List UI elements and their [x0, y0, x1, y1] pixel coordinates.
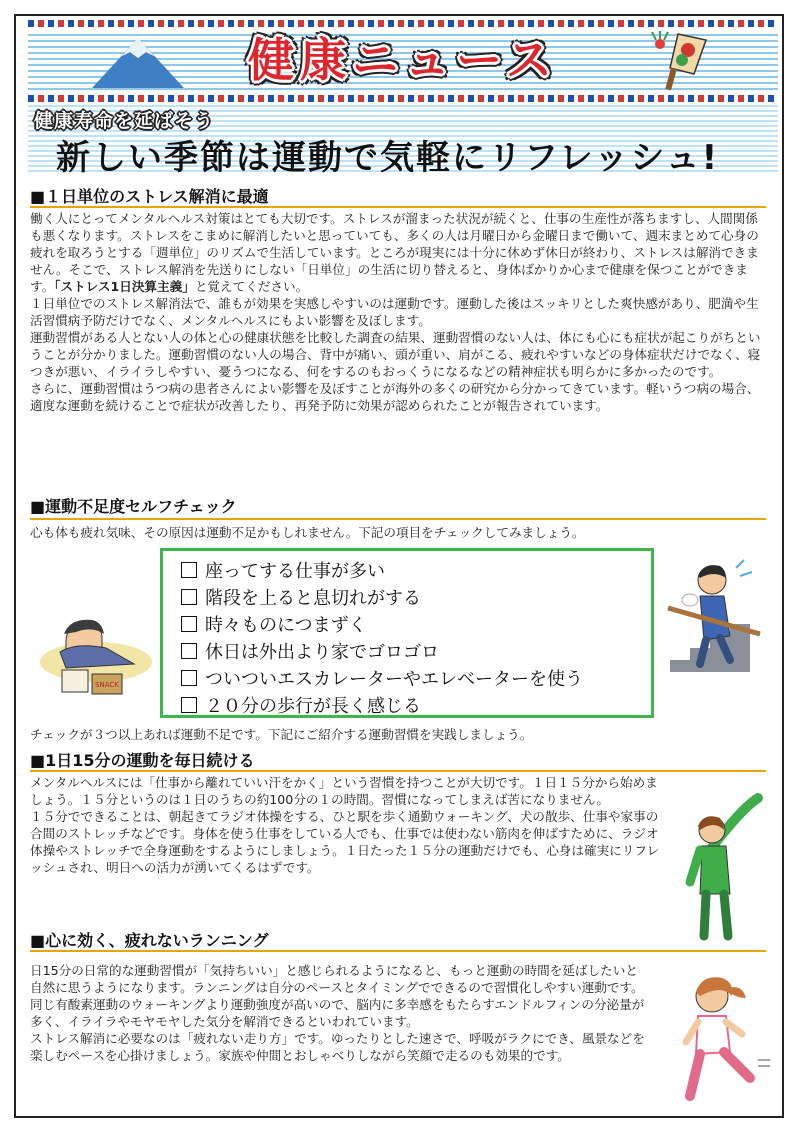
check-item[interactable]: [181, 557, 385, 583]
section-divider: [30, 518, 766, 520]
snack-label: SNACK: [95, 681, 119, 689]
subtitle: 健康寿命を延ばそう: [34, 110, 215, 132]
section-body-running: [30, 962, 650, 1064]
header-banner: [28, 20, 778, 102]
stairs-person-illustration: [660, 556, 770, 676]
checkbox-icon[interactable]: [181, 589, 197, 605]
section-divider: [30, 206, 766, 208]
check-label: 座ってする仕事が多い: [205, 561, 385, 582]
paragraph: １５分でできることは、朝起きてラジオ体操をする、ひと駅を歩く通勤ウォーキング、犬の散歩、仕事や家事の合間のストレッチなどです。身体を使う仕事をしている人でも、仕事では使わない筋肉を伸ばすために、ラジオ体操やストレッチで全身運動をするようにしましょう。１日たった１５分の運動だけでも、心身は確実にリフレッシュされ、明日への活力が湧いてくるはずです。: [30, 809, 660, 875]
check-item[interactable]: [181, 692, 421, 718]
section-divider: [30, 950, 766, 952]
paragraph: ストレス解消に必要なのは「疲れない走り方」です。ゆったりとした速さで、呼吸がラクにでき、風景などを楽しむペースを心掛けましょう。家族や仲間とおしゃべりしながら笑顔で走るのも効果的です。: [30, 1031, 645, 1063]
mount-fuji-icon: [88, 34, 188, 90]
check-label: 階段を上ると息切れがする: [205, 588, 421, 609]
check-label: 休日は外出より家でゴロゴロ: [205, 642, 439, 663]
hagoita-paddle-icon: [648, 30, 718, 94]
checkbox-icon[interactable]: [181, 616, 197, 632]
paragraph: さらに、運動習慣はうつ病の患者さんによい影響を及ぼすことが海外の多くの研究から分かってきています。軽いうつ病の場合、適度な運動を続けることで症状が改善したり、再発予防に効果が認められたことが報告されています。: [30, 381, 760, 413]
banner-top-stripe: [28, 20, 778, 27]
check-label: 時々ものにつまずく: [205, 615, 367, 636]
checkbox-icon[interactable]: [181, 643, 197, 659]
check-label: ２０分の歩行が長く感じる: [205, 696, 421, 717]
checkbox-icon[interactable]: [181, 562, 197, 578]
running-woman-illustration: [672, 968, 776, 1102]
section-heading-check: ■運動不足度セルフチェック: [30, 497, 237, 516]
banner-bottom-stripe: [28, 95, 778, 102]
check-item[interactable]: [181, 638, 439, 664]
check-label: ついついエスカレーターやエレベーターを使う: [205, 669, 583, 690]
section-heading-stress: ■１日単位のストレス解消に最適: [30, 187, 269, 206]
section-body-stress: [30, 210, 766, 414]
paragraph: 日15分の日常的な運動習慣が「気持ちいい」と感じられるようになると、もっと運動の時間を延ばしたいと自然に思うようになります。ランニングは自分のペースとタイミングでできるので習慣化しやすい運動です。同じ有酸素運動のウォーキングより運動強度が高いので、脳内に多幸感をもたらすエンドルフィンの分泌量が多く、イライラやモヤモヤした気分を解消できるといわれています。: [30, 963, 645, 1029]
section-divider: [30, 770, 766, 772]
checkbox-icon[interactable]: [181, 670, 197, 686]
check-item[interactable]: [181, 584, 421, 610]
self-check-box: [160, 548, 654, 718]
check-outro: チェックが３つ以上あれば運動不足です。下記にご紹介する運動習慣を実践しましょう。: [30, 727, 533, 742]
paragraph: と覚えてください。: [194, 279, 309, 294]
paragraph: メンタルヘルスには「仕事から離れていい汗をかく」という習慣を持つことが大切です。１日１５分から始めましょう。１５分というのは１日のうちの約100分の１の時間。習慣になってしまえば苦になりません。: [30, 775, 658, 807]
checkbox-icon[interactable]: [181, 697, 197, 713]
check-item[interactable]: [181, 665, 583, 691]
newsletter-title: 健康ニュース: [248, 33, 558, 87]
section-body-15min: [30, 774, 670, 876]
section-heading-running: ■心に効く、疲れないランニング: [30, 931, 269, 950]
check-intro: 心も体も疲れ気味、その原因は運動不足かもしれません。下記の項目をチェックしてみましょう。: [30, 525, 585, 540]
tired-person-illustration: [36, 604, 154, 700]
highlight-phrase: 「ストレス1日決算主義」: [54, 279, 195, 294]
paragraph: 働く人にとってメンタルヘルス対策はとても大切です。ストレスが溜まった状況が続くと、仕事の生産性が落ちますし、人間関係も悪くなります。ストレスをこまめに解消したいと思っていても、多くの人は月曜日から金曜日まで働いて、週末まとめて心身の疲れを取ろうとする「週単位」のリズムで生活しています。ところが現実には十分に休めず休日が終わり、ストレスは解消できません。そこで、ストレス解消を先送りにしない「日単位」の生活に切り替えると、身体ばかりか心まで健康を保つことができます。: [30, 211, 759, 294]
paragraph: 運動習慣がある人とない人の体と心の健康状態を比較した調査の結果、運動習慣のない人は、体にも心にも症状が起こりがちということが分かりました。運動習慣のない人の場合、背中が痛い、頭が重い、肩がこる、疲れやすいなどの身体症状だけでなく、寝つきが悪い、イライラしやすい、憂うつになる、何をするのもおっくうになるなどの精神症状も明らかに多かったのです。: [30, 330, 761, 379]
stretching-person-illustration: [680, 790, 772, 942]
check-item[interactable]: [181, 611, 367, 637]
page-headline: 新しい季節は運動で気軽にリフレッシュ!: [56, 138, 720, 178]
section-heading-15min: ■1日15分の運動を毎日続ける: [30, 751, 255, 770]
paragraph: １日単位でのストレス解消法で、誰もが効果を実感しやすいのは運動です。運動した後はスッキリとした爽快感があり、肥満や生活習慣病予防だけでなく、メンタルヘルスにもよい影響を及ぼします。: [30, 296, 759, 328]
